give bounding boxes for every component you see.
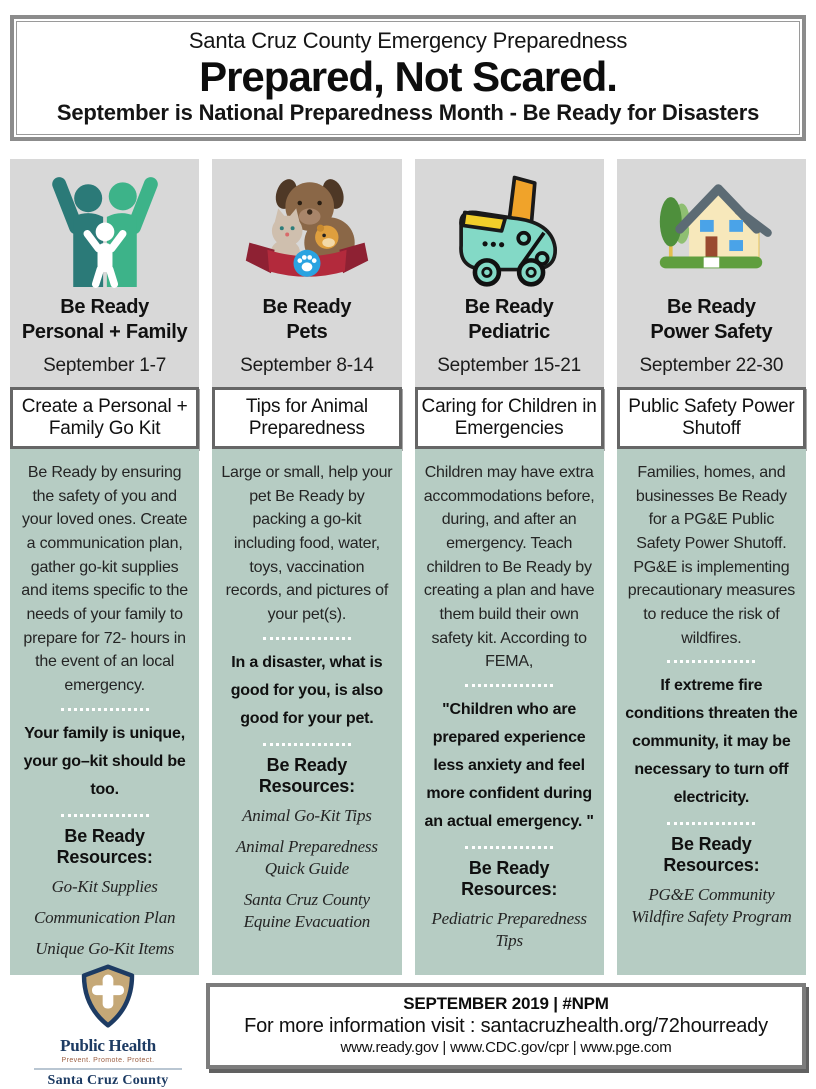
- column-title-line2: Pets: [286, 321, 328, 344]
- dotted-divider: [667, 822, 755, 825]
- header-subtitle: September is National Preparedness Month - Be Ready for Disasters: [56, 99, 760, 125]
- column-subtitle-box: [617, 387, 806, 449]
- column-highlight: Your family is unique, your go–kit should be too.: [23, 724, 186, 798]
- stroller-icon: [448, 167, 570, 293]
- resource-item: Animal Go-Kit Tips: [242, 805, 372, 825]
- column-title-line1: Be Ready: [464, 295, 554, 318]
- pets-icon: [244, 167, 370, 293]
- page-title: Prepared, Not Scared.: [199, 53, 617, 100]
- dotted-divider: [465, 846, 553, 849]
- dotted-divider: [263, 743, 351, 746]
- column-title-line2: Pediatric: [468, 321, 551, 344]
- flyer-page: [0, 15, 816, 1088]
- column-title-line1: Be Ready: [60, 295, 149, 318]
- column-highlight: If extreme fire conditions threaten the community, it may be necessary to turn off electricity.: [625, 677, 798, 807]
- column-title-line2: Personal + Family: [21, 321, 188, 344]
- column-subtitle-box: [10, 387, 199, 449]
- resources-label: Be Ready Resources:: [461, 857, 558, 899]
- column-header: [212, 159, 401, 387]
- column-highlight: In a disaster, what is good for you, is also good for your pet.: [230, 653, 383, 727]
- resource-item: Unique Go-Kit Items: [35, 938, 175, 958]
- resources-label: Be Ready Resources:: [56, 825, 153, 867]
- column-title-line1: Be Ready: [262, 295, 352, 318]
- column-title: [262, 295, 351, 346]
- resource-item: Animal Preparedness Quick Guide: [235, 836, 378, 878]
- column-body-panel: [212, 449, 401, 975]
- public-health-shield-icon: [79, 964, 137, 1033]
- column-subtitle: Caring for Children in Emergencies: [421, 395, 597, 439]
- dotted-divider: [263, 637, 351, 640]
- column-body-panel: [617, 449, 806, 975]
- column-body-text: Families, homes, and businesses Be Ready for a PG&E Public Safety Power Shutoff. PG&E is implementing precautionary measures to reduce the risk of wildfires.: [627, 463, 795, 647]
- footer-info-box: [206, 983, 806, 1069]
- dotted-divider: [61, 708, 149, 711]
- dotted-divider: [465, 684, 553, 687]
- logo-divider: [34, 1068, 182, 1070]
- column-header: [415, 159, 604, 387]
- column-title: [650, 295, 772, 346]
- logo-org-name: Public Health: [60, 1035, 156, 1055]
- column-dates: September 8-14: [240, 355, 374, 377]
- column-body-panel: [415, 449, 604, 975]
- column-subtitle: Tips for Animal Preparedness: [245, 395, 368, 439]
- column-subtitle: Create a Personal + Family Go Kit: [21, 395, 188, 439]
- column-highlight: "Children who are prepared experience less anxiety and feel more confident during an actual emergency. ": [424, 700, 594, 830]
- resource-item: Pediatric Preparedness Tips: [431, 908, 587, 950]
- column-dates: September 15-21: [437, 355, 582, 377]
- resource-item: Go-Kit Supplies: [51, 876, 158, 896]
- header-kicker: Santa Cruz County Emergency Preparedness: [188, 28, 628, 53]
- column-dates: September 1-7: [43, 355, 167, 377]
- week-columns: [10, 159, 806, 958]
- column-title: [22, 295, 188, 346]
- column-pets: [212, 159, 401, 975]
- column-body-text: Large or small, help your pet Be Ready by packing a go-kit including food, water, toys, vaccination records, and pictures of your pet(s).: [221, 463, 393, 623]
- column-body-text: Be Ready by ensuring the safety of you and your loved ones. Create a communication plan, gather go-kit supplies and items specific to the needs of your family to prepare for 72- hours in the event of an local emergency.: [21, 463, 188, 694]
- footer-date-hashtag: SEPTEMBER 2019 | #NPM: [403, 994, 609, 1014]
- column-body-panel: [10, 449, 199, 975]
- logo-tagline: Prevent. Promote. Protect.: [61, 1056, 155, 1064]
- column-power-safety: [617, 159, 806, 975]
- header: [10, 15, 806, 141]
- house-icon: [647, 167, 775, 293]
- column-title-line2: Power Safety: [650, 321, 773, 344]
- logo-county-name: Santa Cruz County: [47, 1072, 169, 1088]
- resources-label: Be Ready Resources:: [663, 834, 760, 876]
- resource-item: Communication Plan: [33, 907, 176, 927]
- column-dates: September 22-30: [639, 355, 784, 377]
- column-personal-family: [10, 159, 199, 975]
- public-health-logo: [10, 964, 206, 1089]
- resources-label: Be Ready Resources:: [258, 754, 355, 796]
- column-subtitle-box: [415, 387, 604, 449]
- footer-links: www.ready.gov | www.CDC.gov/cpr | www.pge.com: [340, 1039, 672, 1057]
- dotted-divider: [667, 660, 755, 663]
- footer: [10, 964, 806, 1089]
- column-subtitle-box: [212, 387, 401, 449]
- dotted-divider: [61, 814, 149, 817]
- family-icon: [44, 167, 166, 293]
- column-header: [617, 159, 806, 387]
- column-title: [465, 295, 554, 346]
- footer-info-url: For more information visit : santacruzhealth.org/72hourready: [244, 1015, 768, 1038]
- column-title-line1: Be Ready: [666, 295, 756, 318]
- column-pediatric: [415, 159, 604, 975]
- resource-item: PG&E Community Wildfire Safety Program: [631, 885, 792, 927]
- column-header: [10, 159, 199, 387]
- column-subtitle: Public Safety Power Shutoff: [628, 395, 795, 439]
- column-body-text: Children may have extra accommodations before, during, and after an emergency. Teach children to Be Ready by creating a plan and have them build their own safety kit. According to FEMA,: [423, 463, 595, 671]
- resource-item: Santa Cruz County Equine Evacuation: [243, 889, 371, 931]
